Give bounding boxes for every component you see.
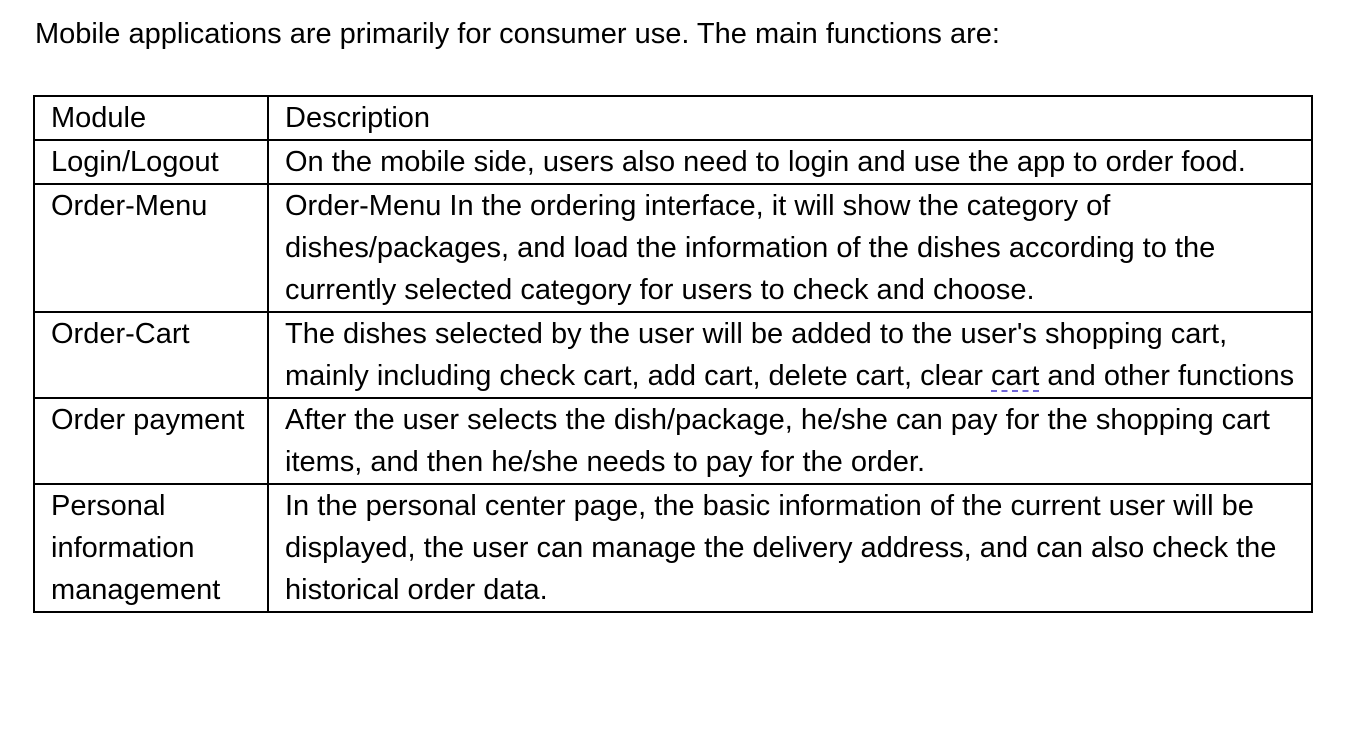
module-cell: Order-Menu (34, 184, 268, 312)
description-text: The dishes selected by the user will be added to the user's shopping cart, mainly including check cart, add cart, delete cart, clear (285, 318, 1228, 392)
table-header-row (34, 96, 1312, 140)
description-cell (268, 312, 1312, 398)
spellcheck-flagged-word[interactable]: cart (991, 360, 1040, 392)
table-row (34, 184, 1312, 312)
description-cell: On the mobile side, users also need to login and use the app to order food. (268, 140, 1312, 184)
description-cell: In the personal center page, the basic information of the current user will be displayed, the user can manage the delivery address, and can also check the historical order data. (268, 484, 1312, 612)
table-row (34, 398, 1312, 484)
description-cell: Order-Menu In the ordering interface, it will show the category of dishes/packages, and load the information of the dishes according to the currently selected category for users to check and choose. (268, 184, 1312, 312)
table-row (34, 140, 1312, 184)
modules-table (33, 95, 1313, 613)
module-cell: Order payment (34, 398, 268, 484)
header-module: Module (34, 96, 268, 140)
module-cell: Personal information management (34, 484, 268, 612)
intro-paragraph: Mobile applications are primarily for consumer use. The main functions are: (35, 18, 1000, 50)
table-row (34, 312, 1312, 398)
description-cell: After the user selects the dish/package, he/she can pay for the shopping cart items, and then he/she needs to pay for the order. (268, 398, 1312, 484)
module-cell: Order-Cart (34, 312, 268, 398)
description-text: and other functions (1039, 360, 1295, 392)
header-description: Description (268, 96, 1312, 140)
table-row (34, 484, 1312, 612)
module-cell: Login/Logout (34, 140, 268, 184)
